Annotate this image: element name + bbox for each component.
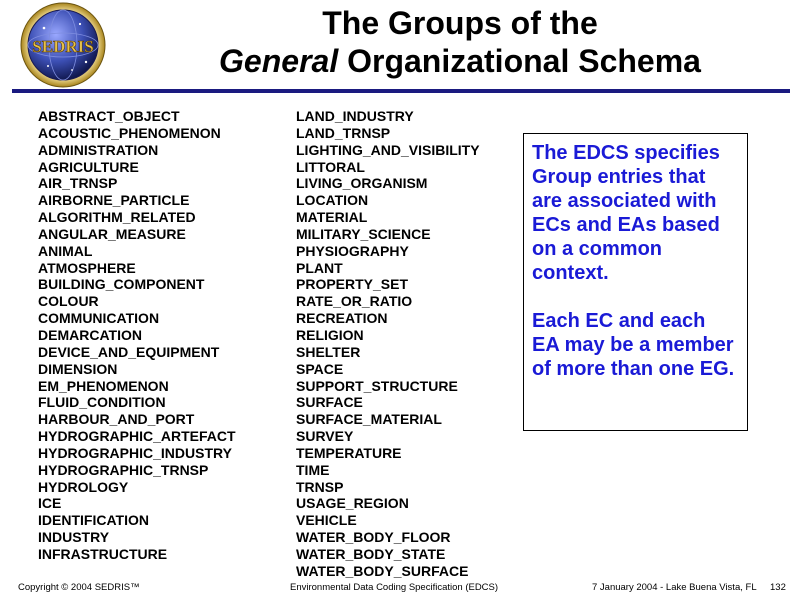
title-divider: [12, 89, 790, 93]
group-item: SHELTER: [296, 343, 361, 360]
group-item: TRNSP: [296, 478, 344, 495]
group-item: RECREATION: [296, 310, 388, 327]
group-item: DIMENSION: [38, 360, 118, 377]
group-item: ALGORITHM_RELATED: [38, 209, 196, 226]
group-item: DEVICE_AND_EQUIPMENT: [38, 343, 220, 360]
group-item: RATE_OR_RATIO: [296, 293, 413, 310]
group-item: TEMPERATURE: [296, 444, 402, 461]
group-item: ANIMAL: [38, 242, 93, 259]
group-item: MATERIAL: [296, 209, 368, 226]
group-item: LAND_TRNSP: [296, 124, 391, 141]
group-item: INDUSTRY: [38, 529, 110, 546]
group-item: BUILDING_COMPONENT: [38, 276, 205, 293]
group-item: ANGULAR_MEASURE: [38, 225, 186, 242]
group-item: MILITARY_SCIENCE: [296, 225, 431, 242]
group-item: PHYSIOGRAPHY: [296, 242, 409, 259]
group-item: HARBOUR_AND_PORT: [38, 411, 195, 428]
group-item: LITTORAL: [296, 158, 365, 175]
group-item: AIR_TRNSP: [38, 175, 118, 192]
footer-document-title: Environmental Data Coding Specification (EDCS): [290, 582, 499, 593]
group-item: HYDROGRAPHIC_TRNSP: [38, 461, 209, 478]
group-item: RELIGION: [296, 326, 364, 343]
group-item: SUPPORT_STRUCTURE: [296, 377, 458, 394]
group-item: TIME: [296, 461, 330, 478]
group-item: SURFACE_MATERIAL: [296, 411, 442, 428]
group-list-left: [38, 108, 236, 563]
title-italic-word: General: [219, 43, 339, 79]
group-item: EM_PHENOMENON: [38, 377, 169, 394]
group-item: LIGHTING_AND_VISIBILITY: [296, 141, 480, 158]
group-item: AIRBORNE_PARTICLE: [38, 192, 190, 209]
group-item: AGRICULTURE: [38, 158, 139, 175]
group-item: HYDROGRAPHIC_INDUSTRY: [38, 444, 232, 461]
footer-page-number: 132: [770, 582, 786, 593]
group-item: HYDROLOGY: [38, 478, 129, 495]
group-item: WATER_BODY_FLOOR: [296, 529, 451, 546]
callout-box: [523, 133, 748, 431]
group-item: SPACE: [296, 360, 344, 377]
group-item: ACOUSTIC_PHENOMENON: [38, 124, 221, 141]
group-item: SURFACE: [296, 394, 363, 411]
footer-copyright: Copyright © 2004 SEDRIS™: [18, 582, 140, 593]
title-line-1: The Groups of the: [322, 5, 598, 41]
group-item: INFRASTRUCTURE: [38, 545, 168, 562]
group-item: COMMUNICATION: [38, 310, 160, 327]
group-item: LOCATION: [296, 192, 369, 209]
group-item: WATER_BODY_STATE: [296, 545, 446, 562]
group-list-right: [296, 108, 480, 580]
logo-text: SEDRIS: [32, 37, 94, 56]
callout-paragraph-1: The EDCS specifies Group entries that are associated with ECs and EAs based on a common context.: [532, 142, 720, 284]
group-item: ATMOSPHERE: [38, 259, 136, 276]
group-item: WATER_BODY_SURFACE: [296, 562, 469, 579]
group-item: PROPERTY_SET: [296, 276, 409, 293]
group-item: USAGE_REGION: [296, 495, 409, 512]
group-item: SURVEY: [296, 428, 354, 445]
group-item: IDENTIFICATION: [38, 512, 149, 529]
group-item: LIVING_ORGANISM: [296, 175, 428, 192]
callout-paragraph-2: Each EC and each EA may be a member of more than one EG.: [532, 310, 735, 380]
group-item: ICE: [38, 495, 62, 512]
group-item: VEHICLE: [296, 512, 357, 529]
group-item: ADMINISTRATION: [38, 141, 159, 158]
title-line-2-rest: Organizational Schema: [338, 43, 701, 79]
sedris-logo: [20, 2, 106, 88]
footer-date-location: 7 January 2004 - Lake Buena Vista, FL: [592, 582, 757, 593]
title-line-2: [120, 42, 800, 80]
group-item: DEMARCATION: [38, 326, 142, 343]
group-item: FLUID_CONDITION: [38, 394, 166, 411]
group-item: COLOUR: [38, 293, 99, 310]
slide-title: [120, 4, 800, 80]
group-item: ABSTRACT_OBJECT: [38, 108, 180, 124]
group-item: LAND_INDUSTRY: [296, 108, 414, 124]
group-item: HYDROGRAPHIC_ARTEFACT: [38, 428, 236, 445]
group-item: PLANT: [296, 259, 343, 276]
